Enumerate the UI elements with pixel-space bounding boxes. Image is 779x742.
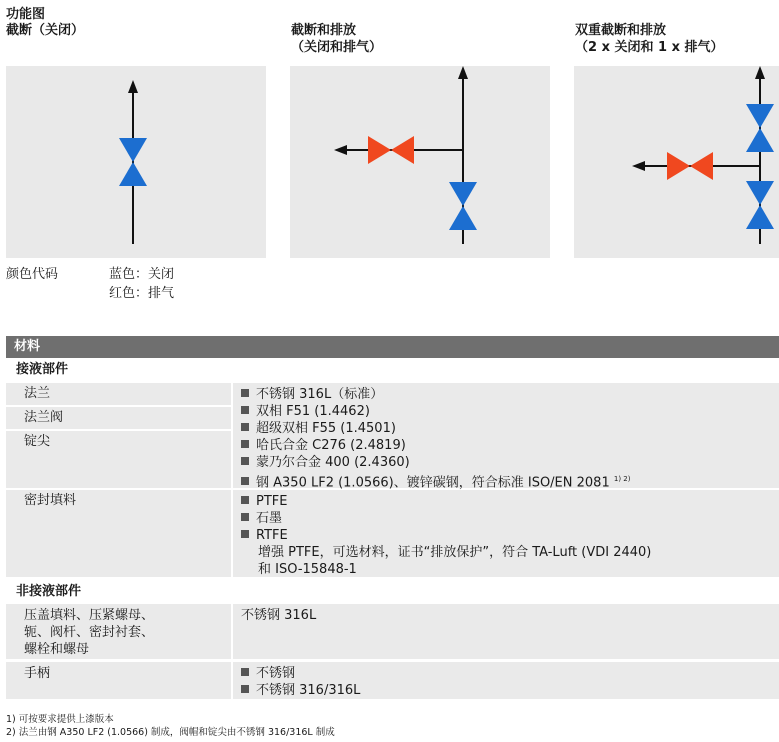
diagram-3-title-line1: 双重截断和排放 [575,23,667,38]
list-item: 蒙乃尔合金 400 (2.4360) [241,454,779,471]
row-label-tip: 锭尖 [6,431,231,488]
arrow-left-icon [334,145,347,155]
page-title: 功能图 [6,7,46,22]
list-item: 不锈钢 316L（标准） [241,386,779,403]
diagram-1-title-line1: 截断（关闭） [6,23,85,38]
arrow-up-icon [128,80,138,93]
row-label-flange: 法兰 [6,383,231,405]
bullet-icon [241,496,249,504]
bullet-icon [241,423,249,431]
list-item: RTFE [241,527,779,544]
diagram-3-title-line2: （2 x 关闭和 1 x 排气） [575,40,724,55]
arrow-up-icon [458,66,468,79]
valve-vent-icon-right [391,136,414,164]
valve-close-icon-upper-top [746,104,774,128]
list-item: 石墨 [241,510,779,527]
valve-close-icon-top [119,138,147,162]
color-code-red: 红色：排气 [109,286,175,301]
list-item: 钢 A350 LF2 (1.0566)、镀锌碳钢，符合标准 ISO/EN 2081 $^{1) 2)}$ [241,471,779,491]
bullet-icon [241,440,249,448]
bullet-icon [241,406,249,414]
non-wetted-material: 不锈钢 316L [233,604,779,659]
row-label-packing: 密封填料 [6,490,231,577]
diagram-1-title [6,22,84,39]
diagram-block-and-bleed [290,66,550,258]
list-item: PTFE [241,493,779,510]
footnote-1: 1) 可按要求提供上漆版本 [6,714,114,725]
bullet-icon [241,389,249,397]
list-item: 哈氏合金 C276 (2.4819) [241,437,779,454]
valve-vent-icon-left [667,152,690,180]
arrow-up-icon [755,66,765,79]
color-code-label: 颜色代码 [6,267,59,282]
color-code-list [109,265,174,303]
bullet-icon [241,477,249,485]
packing-note-line2: 和 ISO-15848-1 [258,562,357,577]
bullet-icon [241,457,249,465]
diagram-3-title [575,22,724,56]
valve-close-icon-bottom [449,206,477,230]
diagram-block-close [6,66,266,258]
subheading-non-wetted: 非接液部件 [16,584,82,599]
list-item: 不锈钢 [241,665,779,682]
list-item: 双相 F51 (1.4462) [241,403,779,420]
row-label-non-wetted: 压盖填料、压紧螺母、 轭、阀杆、密封衬套、 螺栓和螺母 [6,604,231,659]
bullet-icon [241,668,249,676]
row-label-flange-valve: 法兰阀 [6,407,231,429]
diagram-2-title-line2: （关闭和排气） [291,40,383,55]
color-code-blue: 蓝色：关闭 [109,267,175,282]
valve-close-icon-top [449,182,477,206]
subheading-wetted: 接液部件 [16,362,69,377]
section-title: 材料 [14,339,41,354]
handle-materials-list [233,662,779,699]
bullet-icon [241,685,249,693]
arrow-left-icon [632,161,645,171]
diagram-2-title [291,22,382,56]
valve-close-icon-bottom [119,162,147,186]
valve-close-icon-lower-bottom [746,205,774,229]
wetted-materials-list [233,383,779,491]
footnote-2: 2) 法兰由钢 A350 LF2 (1.0566) 制成，阀帽和锭尖由不锈钢 316/316L 制成 [6,727,335,738]
valve-close-icon-upper-bottom [746,128,774,152]
list-item: 不锈钢 316/316L [241,682,779,699]
bullet-icon [241,513,249,521]
diagram-2-title-line1: 截断和排放 [291,23,357,38]
packing-materials-list [233,490,779,577]
row-label-handle: 手柄 [6,662,231,699]
diagram-double-block-and-bleed [574,66,779,258]
valve-vent-icon-left [368,136,391,164]
list-item: 超级双相 F55 (1.4501) [241,420,779,437]
valve-close-icon-lower-top [746,181,774,205]
footnote-ref: 1) 2) [613,475,631,483]
section-header-materials [6,336,779,358]
packing-note-line1: 增强 PTFE，可选材料，证书“排放保护”，符合 TA-Luft (VDI 2440) [258,545,652,560]
valve-vent-icon-right [690,152,713,180]
bullet-icon [241,530,249,538]
